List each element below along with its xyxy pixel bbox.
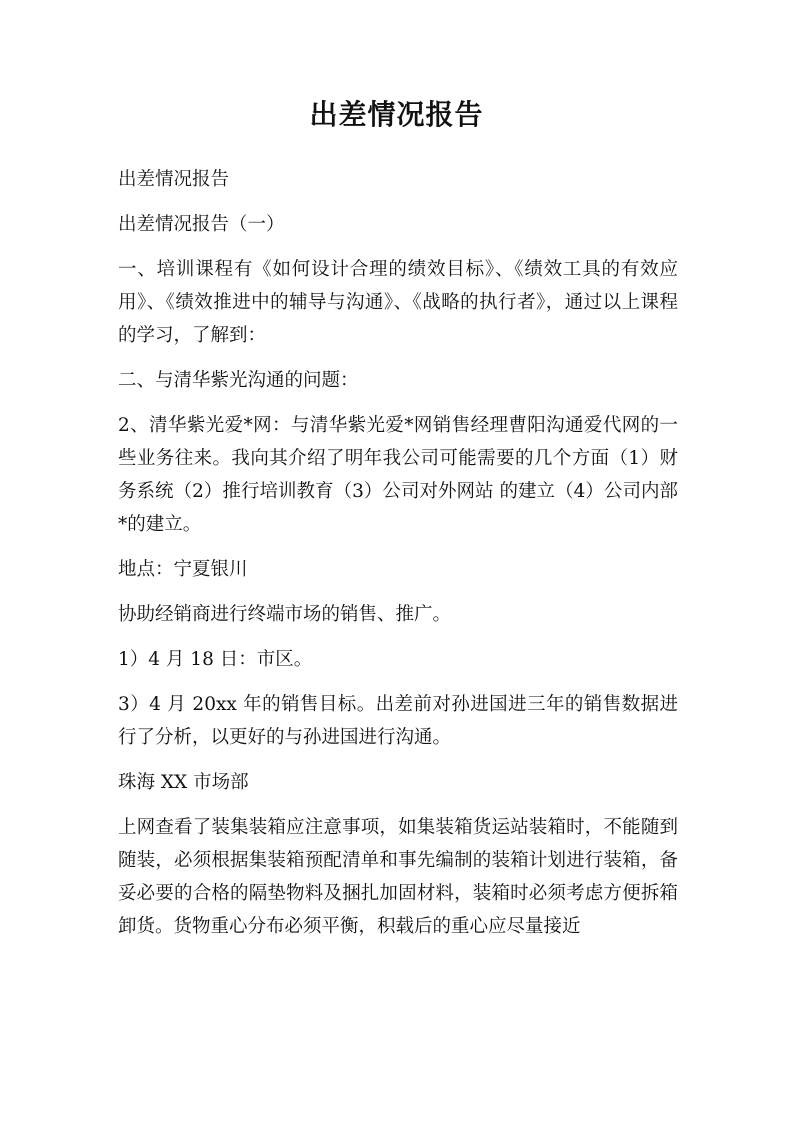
paragraph-location: 地点：宁夏银川 <box>118 559 248 580</box>
paragraph-tsinghua-network: 2、清华紫光爱*网：与清华紫光爱*网销售经理曹阳沟通爱代网的一些业务往来。我向其介绍了明年我公司可能需要的几个方面（1）财务系统（2）推行培训教育（3）公司对外网站 的建立（4）公司内部*的建立。 <box>118 415 678 535</box>
paragraph-april-18: 1）4 月 18 日：市区。 <box>118 649 313 670</box>
document-title: 出差情况报告 <box>309 98 484 131</box>
paragraph-subtitle: 出差情况报告 <box>118 169 230 190</box>
paragraph-tsinghua-issues: 二、与清华紫光沟通的问题： <box>118 370 359 391</box>
paragraph-april-20: 3）4 月 20xx 年的销售目标。出差前对孙进国进三年的销售数据进行了分析，以更好的与孙进国进行沟通。 <box>118 694 678 748</box>
paragraph-assist-dealers: 协助经销商进行终端市场的销售、推广。 <box>118 604 452 625</box>
paragraph-container-loading: 上网查看了装集装箱应注意事项，如集装箱货运站装箱时，不能随到随装，必须根据集装箱预配清单和事先编制的装箱计划进行装箱，备妥必要的合格的隔垫物料及捆扎加固材料，装箱时必须考虑方便拆箱卸货。货物重心分布必须平衡，积载后的重心应尽量接近 <box>118 817 678 937</box>
paragraph-training-courses: 一、培训课程有《如何设计合理的绩效目标》、《绩效工具的有效应用》、《绩效推进中的辅导与沟通》、《战略的执行者》，通过以上课程的学习，了解到： <box>118 259 678 346</box>
paragraph-zhuhai-market: 珠海 XX 市场部 <box>118 772 249 793</box>
document-body <box>118 163 678 955</box>
paragraph-section-heading: 出差情况报告（一） <box>118 214 285 235</box>
